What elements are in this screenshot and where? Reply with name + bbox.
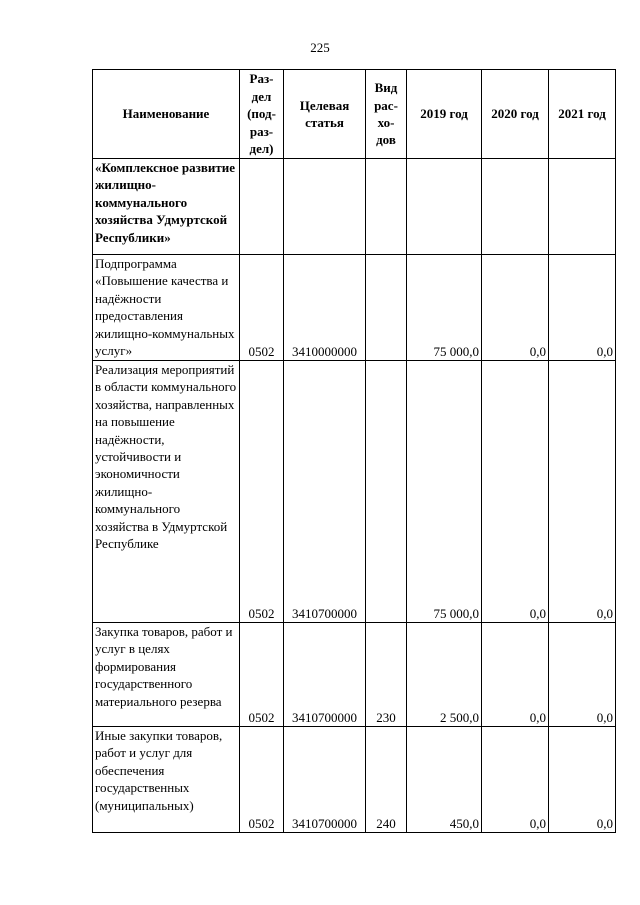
- row-target: 3410000000: [284, 255, 366, 361]
- header-target: Целевая статья: [284, 70, 366, 159]
- row-2021: 0,0: [549, 727, 616, 833]
- page-number: 225: [310, 40, 330, 55]
- row-section: 0502: [240, 361, 284, 623]
- row-2019: [407, 159, 482, 255]
- row-section: 0502: [240, 727, 284, 833]
- row-2020: 0,0: [482, 255, 549, 361]
- row-2021: 0,0: [549, 361, 616, 623]
- row-expense-type: 240: [366, 727, 407, 833]
- row-target: [284, 159, 366, 255]
- row-expense-type: [366, 361, 407, 623]
- row-2021: 0,0: [549, 623, 616, 727]
- table-row: [93, 159, 616, 255]
- row-2019: 75 000,0: [407, 255, 482, 361]
- row-name: Реализация мероприятий в области коммунального хозяйства, направленных на повышение надёжности, устойчивости и экономичности жилищно-коммунального хозяйства в Удмуртской Республике: [93, 361, 240, 623]
- row-target: 3410700000: [284, 361, 366, 623]
- header-2019: 2019 год: [407, 70, 482, 159]
- table-row: [93, 623, 616, 727]
- table-header-row: [93, 70, 616, 159]
- row-expense-type: [366, 255, 407, 361]
- header-2020: 2020 год: [482, 70, 549, 159]
- row-section: 0502: [240, 255, 284, 361]
- row-name: Иные закупки товаров, работ и услуг для обеспечения государственных (муниципальных): [93, 727, 240, 833]
- header-section: Раз- дел (под- раз- дел): [240, 70, 284, 159]
- budget-table: [92, 69, 616, 833]
- header-name: Наименование: [93, 70, 240, 159]
- header-2021: 2021 год: [549, 70, 616, 159]
- row-2020: 0,0: [482, 361, 549, 623]
- row-section: 0502: [240, 623, 284, 727]
- row-2020: 0,0: [482, 727, 549, 833]
- row-2021: [549, 159, 616, 255]
- header-expense-type: Вид рас- хо- дов: [366, 70, 407, 159]
- row-name: Закупка товаров, работ и услуг в целях формирования государственного материального резерва: [93, 623, 240, 727]
- row-expense-type: 230: [366, 623, 407, 727]
- row-target: 3410700000: [284, 623, 366, 727]
- row-2019: 75 000,0: [407, 361, 482, 623]
- row-2019: 2 500,0: [407, 623, 482, 727]
- row-expense-type: [366, 159, 407, 255]
- row-name: «Комплексное развитие жилищно-коммунального хозяйства Удмуртской Республики»: [93, 159, 240, 255]
- row-name: Подпрограмма «Повышение качества и надёжности предоставления жилищно-коммунальных услуг»: [93, 255, 240, 361]
- row-2019: 450,0: [407, 727, 482, 833]
- table-row: [93, 255, 616, 361]
- table-row: [93, 727, 616, 833]
- row-2020: [482, 159, 549, 255]
- row-2020: 0,0: [482, 623, 549, 727]
- row-target: 3410700000: [284, 727, 366, 833]
- row-2021: 0,0: [549, 255, 616, 361]
- table-row: [93, 361, 616, 623]
- row-section: [240, 159, 284, 255]
